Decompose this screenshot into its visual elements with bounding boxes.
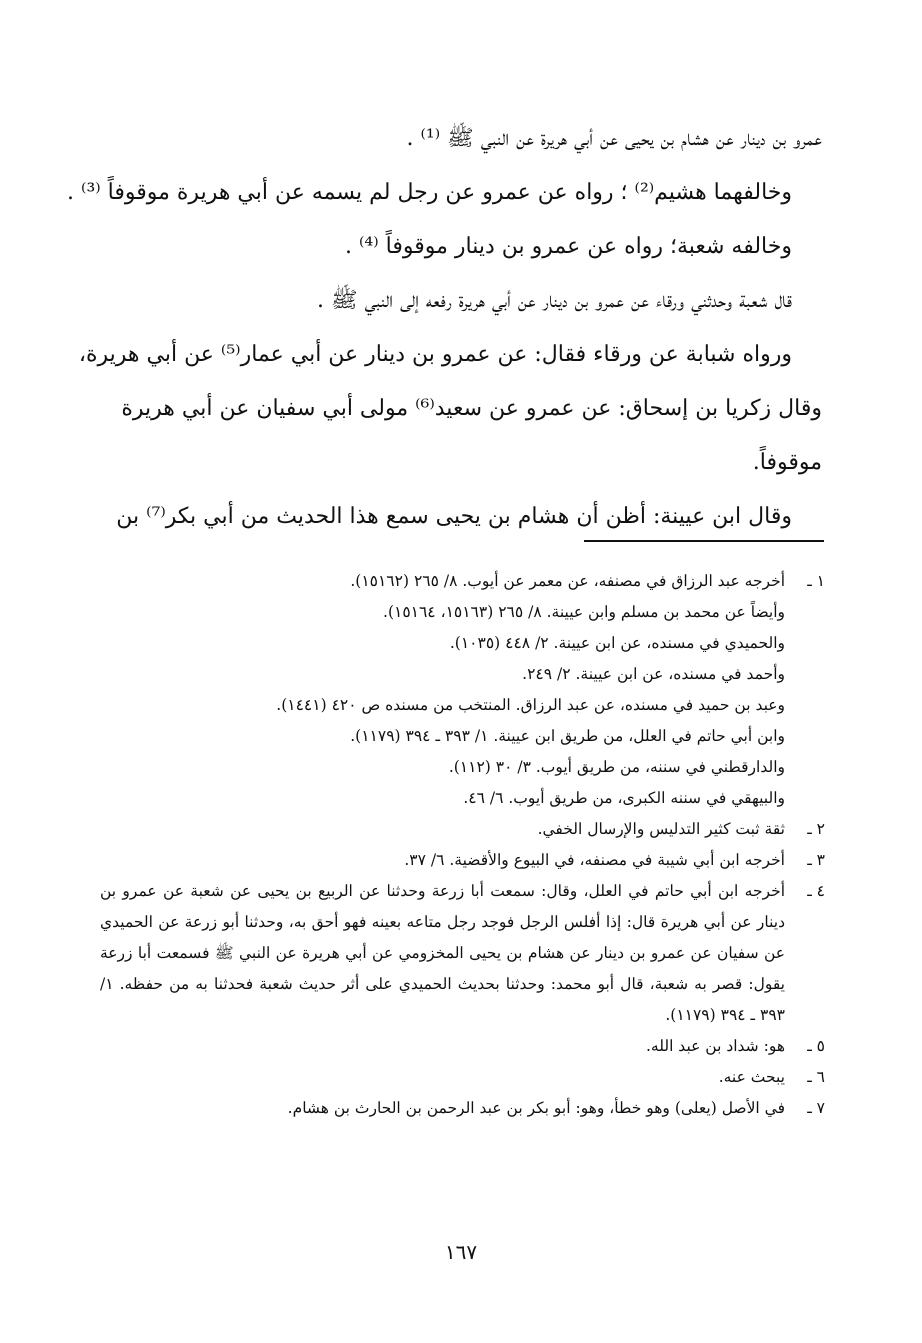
footnote-text: يبحث عنه. (718, 1068, 785, 1086)
footnote-1-line: وأحمد في مسنده، عن ابن عيينة. ٢/ ٢٤٩. (522, 665, 785, 683)
footnote-1-line: وأيضاً عن محمد بن مسلم وابن عيينة. ٨/ ٢٦٥ (١٥١٦٣، ١٥١٦٤). (383, 603, 785, 621)
footnote-text: ثقة ثبت كثير التدليس والإرسال الخفي. (537, 820, 785, 838)
footnote-1-line: والبيهقي في سننه الكبرى، من طريق أيوب. ٦/ ٤٦. (463, 789, 785, 807)
main-line: موقوفاً. (752, 450, 822, 475)
main-line: ورواه شبابة عن ورقاء فقال: عن عمرو بن دينار عن أبي عمار⁽⁵⁾ عن أبي هريرة، (78, 342, 792, 367)
footnote-1-line: وابن أبي حاتم في العلل، من طريق ابن عيينة. ١/ ٣٩٣ ـ ٣٩٤ (١١٧٩). (350, 727, 785, 745)
footnote-number: ٣ ـ (807, 851, 825, 869)
main-text (67, 112, 822, 544)
footnote-text: هو: شداد بن عبد الله. (645, 1037, 785, 1055)
page-number: ١٦٧ (444, 1240, 478, 1264)
footnote-6 (100, 1062, 825, 1093)
footnote-5 (100, 1031, 825, 1062)
footnote-number: ٥ ـ (807, 1037, 825, 1055)
footnote-7 (100, 1093, 825, 1124)
footnote-1-line: والحميدي في مسنده، عن ابن عيينة. ٢/ ٤٤٨ (١٠٣٥). (449, 634, 785, 652)
footnote-text: أخرجه ابن أبي حاتم في العلل، وقال: سمعت أبا زرعة وحدثنا عن الربيع بن يحيى عن شعبة عن عمرو بن دينار عن أبي هريرة قال: إذا أفلس الرجل فوجد رجل متاعه بعينه فهو أحق به، وحدثنا أبو زرعة عن الحميدي عن سفيان عن عمرو بن دينار عن هشام بن يحيى المخزومي عن أبي هريرة عن النبي ﷺ فسمعت أبا زرعة يقول: قصر به شعبة، قال أبو محمد: وحدثنا بحديث الحميدي على أثر حديث شعبة فحدثنا به من حفظه. ١/ ٣٩٣ ـ ٣٩٤ (١١٧٩). (100, 882, 785, 1024)
footnote-number: ٦ ـ (807, 1068, 825, 1086)
main-line: وخالفهما هشيم⁽²⁾ ؛ رواه عن عمرو عن رجل لم يسمه عن أبي هريرة موقوفاً ⁽³⁾ . (67, 180, 792, 205)
footnote-number: ٧ ـ (807, 1099, 825, 1117)
footnote-2 (100, 814, 825, 845)
footnote-1-line: وعبد بن حميد في مسنده، عن عبد الرزاق. المنتخب من مسنده ص ٤٢٠ (١٤٤١). (276, 696, 785, 714)
footnote-1-line: والدارقطني في سننه، من طريق أيوب. ٣/ ٣٠ (١١٢). (448, 758, 785, 776)
footnote-text: أخرجه ابن أبي شيبة في مصنفه، في البيوع والأقضية. ٦/ ٣٧. (404, 851, 785, 869)
main-line: وقال زكريا بن إسحاق: عن عمرو عن سعيد⁽⁶⁾ مولى أبي سفيان عن أبي هريرة (121, 396, 822, 421)
footnote-1 (100, 566, 825, 597)
footnote-4 (100, 876, 825, 1031)
main-line: وخالفه شعبة؛ رواه عن عمرو بن دينار موقوفاً ⁽⁴⁾ . (345, 234, 792, 259)
footnote-number: ٢ ـ (807, 820, 825, 838)
footnote-number: ٤ ـ (807, 882, 825, 900)
footnotes (100, 566, 825, 1124)
footnote-number: ١ ـ (807, 572, 825, 590)
main-line: قال شعبة وحدثني ورقاء عن عمرو بن دينار عن أبي هريرة رفعه إلى النبي ﷺ . (317, 288, 792, 313)
main-line: عمرو بن دينار عن هشام بن يحيى عن أبي هريرة عن النبي ﷺ ⁽¹⁾ . (406, 126, 822, 151)
footnote-text: في الأصل (يعلى) وهو خطأ، وهو: أبو بكر بن عبد الرحمن بن الحارث بن هشام. (287, 1099, 785, 1117)
footnote-divider (584, 540, 824, 542)
main-line: وقال ابن عيينة: أظن أن هشام بن يحيى سمع هذا الحديث من أبي بكر⁽⁷⁾ بن (116, 504, 792, 529)
footnote-3 (100, 845, 825, 876)
footnote-text: أخرجه عبد الرزاق في مصنفه، عن معمر عن أيوب. ٨/ ٢٦٥ (١٥١٦٢). (350, 572, 785, 590)
